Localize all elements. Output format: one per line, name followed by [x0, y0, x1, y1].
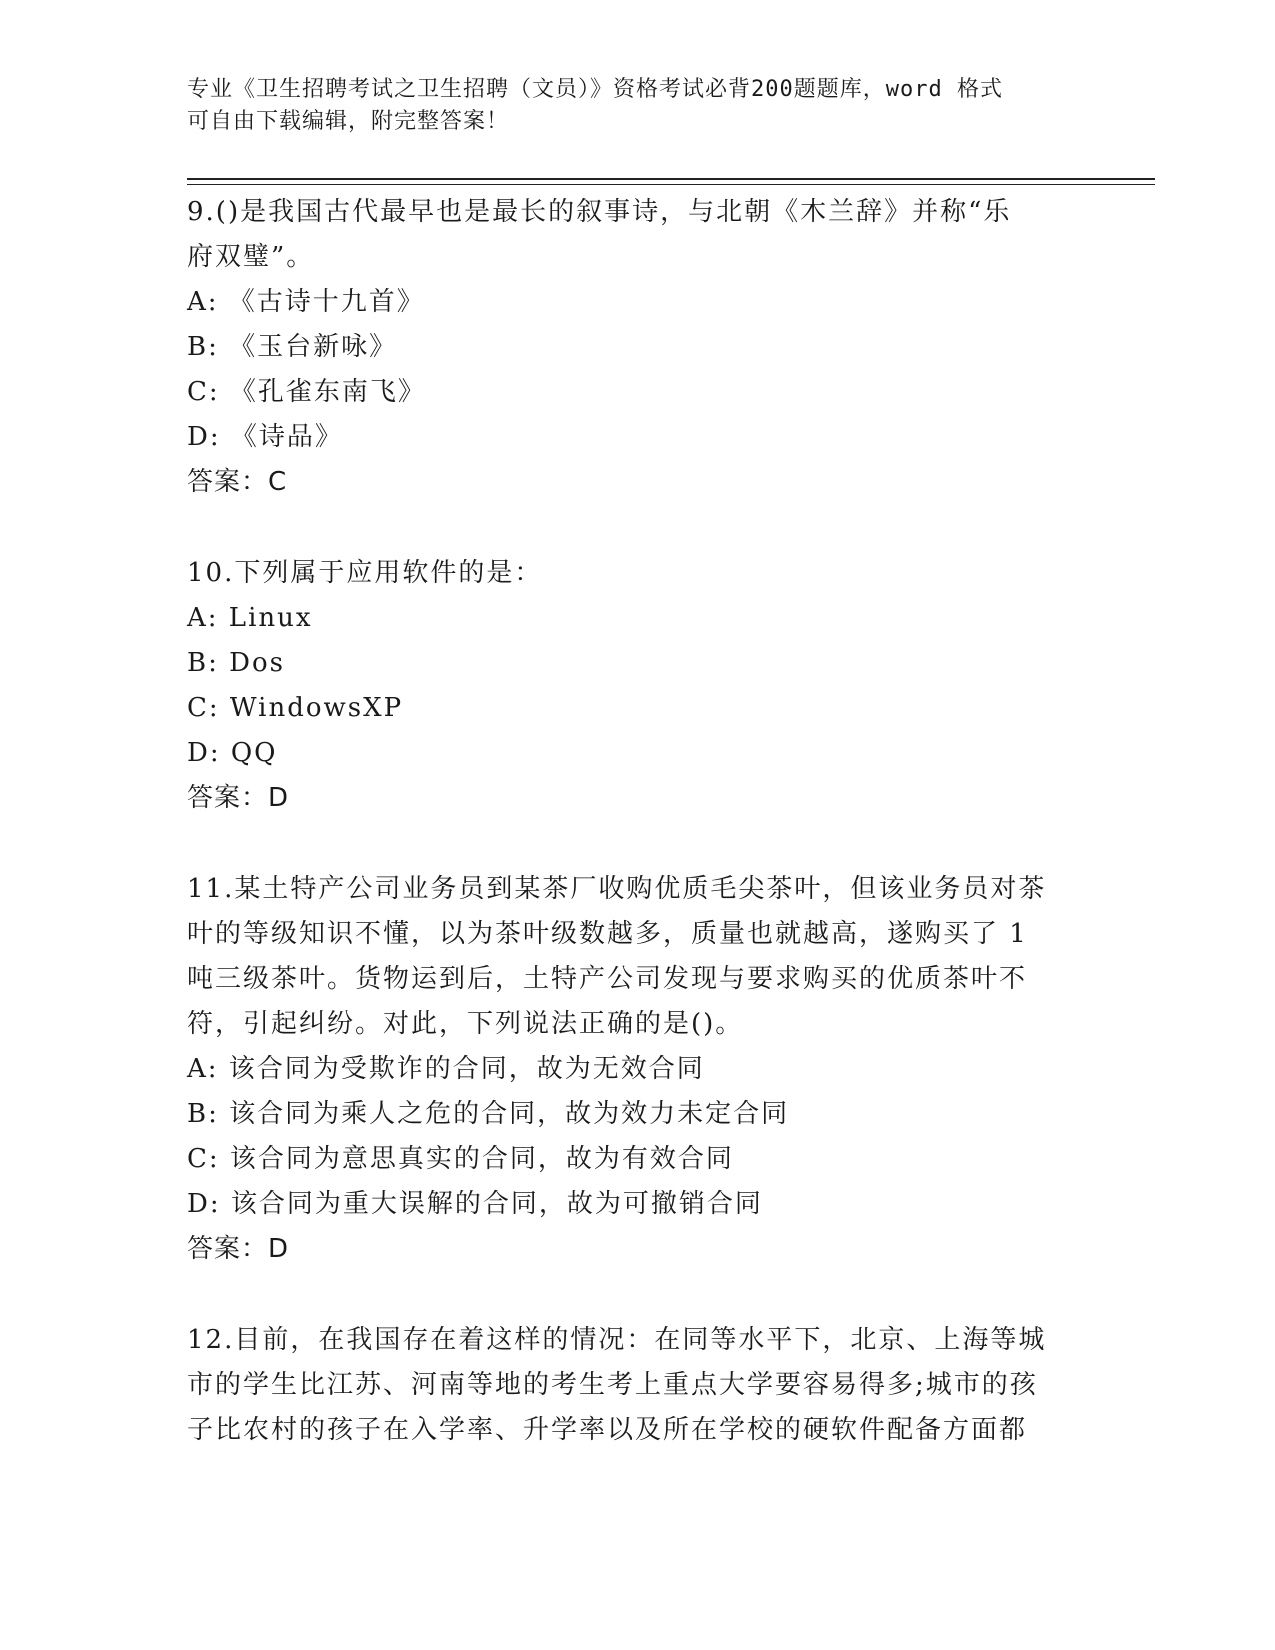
option-c: C: 《孔雀东南飞》: [187, 377, 426, 407]
answer-line: 答案：D: [187, 783, 290, 813]
option-a: A: 该合同为受欺诈的合同，故为无效合同: [187, 1054, 705, 1084]
option-a: A: Linux: [187, 603, 313, 633]
spacer: [187, 821, 1087, 867]
option-d: D: 该合同为重大误解的合同，故为可撤销合同: [187, 1189, 763, 1219]
answer-line: 答案：C: [187, 467, 288, 497]
header-line-2: 可自由下载编辑，附完整答案！: [187, 109, 510, 134]
question-line: 叶的等级知识不懂，以为茶叶级数越多，质量也就越高，遂购买了 1: [187, 919, 1028, 949]
header-divider-thick: [187, 178, 1155, 180]
question-line: 符，引起纠纷。对此，下列说法正确的是()。: [187, 1009, 744, 1039]
option-b: B: 该合同为乘人之危的合同，故为效力未定合同: [187, 1099, 790, 1129]
question-text: [187, 867, 1087, 1047]
option-c: C: 该合同为意思真实的合同，故为有效合同: [187, 1144, 734, 1174]
question-line: 12.目前，在我国存在着这样的情况：在同等水平下，北京、上海等城: [187, 1325, 1047, 1355]
question-text: [187, 1318, 1087, 1453]
question-line: 市的学生比江苏、河南等地的考生考上重点大学要容易得多;城市的孩: [187, 1370, 1038, 1400]
question-item-11: [187, 867, 1087, 1272]
option-b: B: Dos: [187, 648, 285, 678]
option-d: D: 《诗品》: [187, 422, 343, 452]
header-divider-thin: [187, 184, 1155, 185]
question-line: 11.某土特产公司业务员到某茶厂收购优质毛尖茶叶，但该业务员对茶: [187, 874, 1047, 904]
document-header: [187, 74, 1067, 138]
question-line: 9.()是我国古代最早也是最长的叙事诗，与北朝《木兰辞》并称“乐: [187, 197, 1012, 227]
question-text: [187, 190, 1087, 280]
question-line: 子比农村的孩子在入学率、升学率以及所在学校的硬软件配备方面都: [187, 1415, 1028, 1445]
spacer: [187, 1272, 1087, 1318]
option-d: D: QQ: [187, 738, 278, 768]
option-b: B: 《玉台新咏》: [187, 332, 398, 362]
question-list: [187, 190, 1087, 1453]
question-item-10: [187, 551, 1087, 821]
question-item-12: [187, 1318, 1087, 1453]
option-a: A: 《古诗十九首》: [187, 287, 425, 317]
spacer: [187, 505, 1087, 551]
question-line: 10.下列属于应用软件的是：: [187, 558, 543, 588]
option-c: C: WindowsXP: [187, 693, 404, 723]
question-text: [187, 551, 1087, 596]
header-line-1: 专业《卫生招聘考试之卫生招聘（文员）》资格考试必背200题题库，word 格式: [187, 77, 1003, 102]
question-item-9: [187, 190, 1087, 505]
answer-line: 答案：D: [187, 1234, 290, 1264]
question-line: 吨三级茶叶。货物运到后，土特产公司发现与要求购买的优质茶叶不: [187, 964, 1028, 994]
question-line: 府双璧”。: [187, 242, 315, 272]
